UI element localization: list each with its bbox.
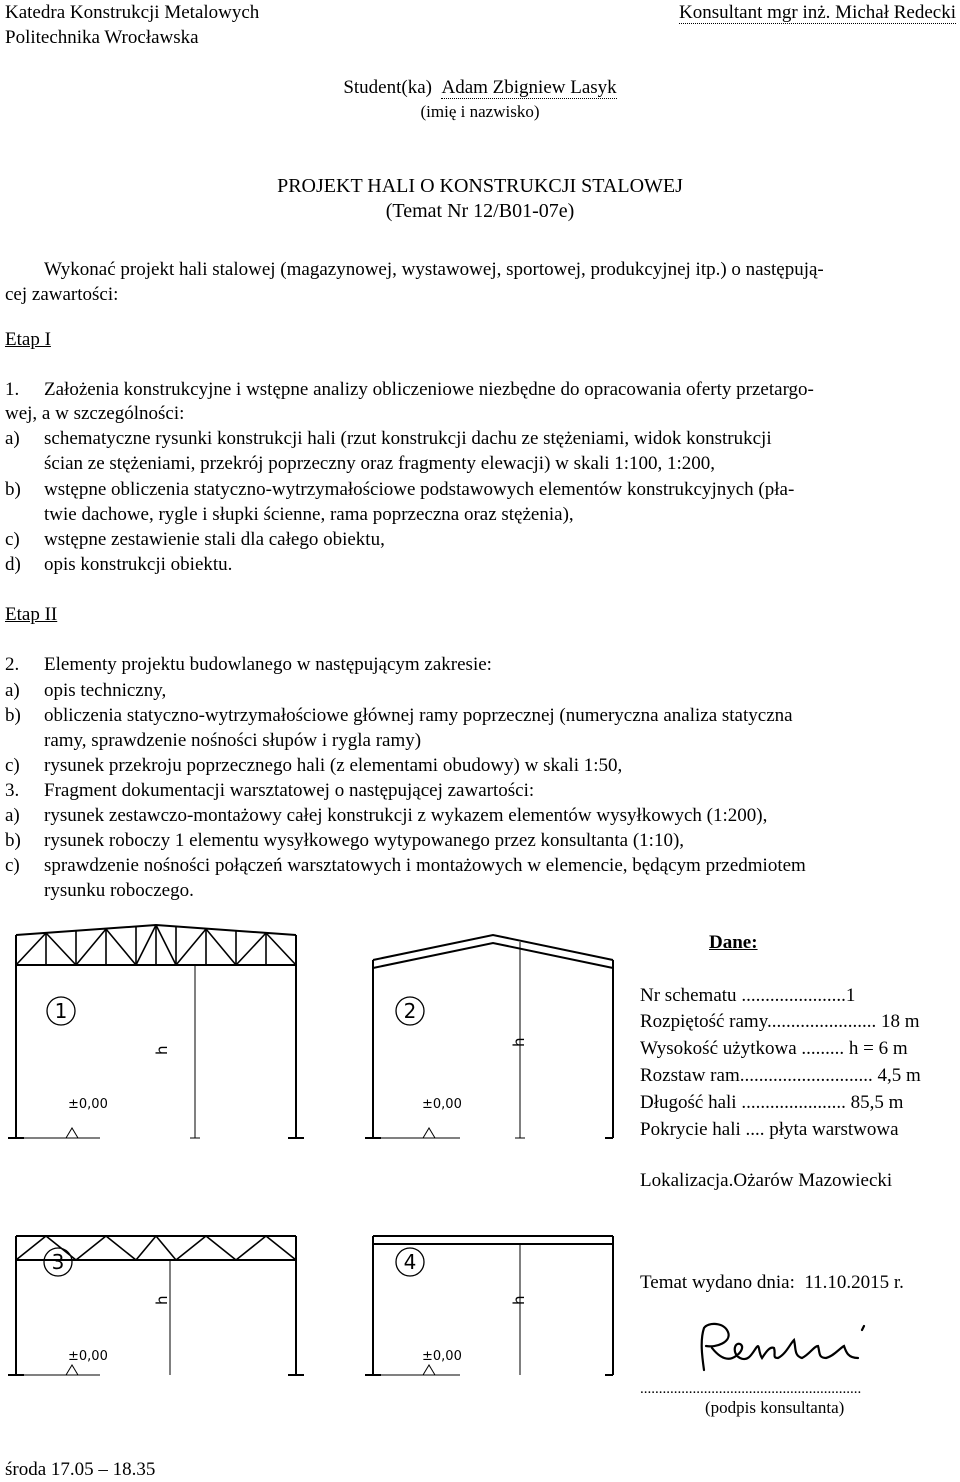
item-3c-line-2: rysunku roboczego. [44, 880, 194, 901]
item-2b-letter: b) [5, 705, 21, 726]
item-3c-letter: c) [5, 855, 20, 876]
item-1d-letter: d) [5, 554, 21, 575]
consultant-signature [690, 1318, 880, 1378]
department-header [5, 0, 259, 50]
stage-2-heading: Etap II [5, 604, 58, 625]
item-3b-line-1: rysunek roboczy 1 elementu wysyłkowego wytypowanego przez konsultanta (1:10), [44, 830, 685, 851]
item-2b-line-2: ramy, sprawdzenie nośności słupów i rygla ramy) [44, 730, 422, 751]
item-2c-line-1: rysunek przekroju poprzecznego hali (z elementami obudowy) w skali 1:50, [44, 755, 623, 776]
item-3-line-1: Fragment dokumentacji warsztatowej o następującej zawartości: [44, 780, 535, 801]
data-dots: ............................ [739, 1065, 873, 1086]
department-name: Katedra Konstrukcji Metalowych [5, 2, 260, 23]
scheme-4-number: 4 [403, 1250, 417, 1274]
issued-date: 11.10.2015 r. [804, 1272, 904, 1293]
item-2a-letter: a) [5, 680, 20, 701]
item-3c-line-1: sprawdzenie nośności połączeń warsztatowych i montażowych w elemencie, będącym przedmiotem [44, 855, 806, 876]
item-1-line-1: Założenia konstrukcyjne i wstępne analizy obliczeniowe niezbędne do opracowania oferty przetargo- [44, 379, 814, 400]
student-name: Adam Zbigniew Lasyk [441, 77, 617, 98]
scheme-4-level-label: ±0,00 [422, 1349, 462, 1364]
item-3b-letter: b) [5, 830, 21, 851]
item-1-number: 1. [5, 379, 20, 400]
scheme-3-number: 3 [51, 1250, 65, 1274]
scheme-2-level-label: ±0,00 [422, 1097, 462, 1112]
stage-1-heading: Etap I [5, 329, 51, 350]
item-1a-line-1: schematyczne rysunki konstrukcji hali (rzut konstrukcji dachu ze stężeniami, widok konstrukcji [44, 428, 772, 449]
intro-line-1: Wykonać projekt hali stalowej (magazynowej, wystawowej, sportowej, produkcyjnej itp.) o następują- [44, 259, 824, 280]
data-label: Wysokość użytkowa [640, 1038, 802, 1059]
university-name: Politechnika Wrocławska [5, 27, 199, 48]
scheme-2-height-label: h [510, 1037, 528, 1047]
data-value: płyta warstwowa [764, 1119, 899, 1140]
item-1-line-2: wej, a w szczególności: [5, 403, 185, 424]
item-3-number: 3. [5, 780, 20, 801]
data-value: 85,5 m [845, 1092, 904, 1113]
item-1b-line-1: wstępne obliczenia statyczno-wytrzymałościowe podstawowych elementów konstrukcyjnych (pła- [44, 479, 795, 500]
data-dots: ...................... [741, 985, 846, 1006]
data-row-span [640, 1009, 948, 1034]
data-label: Długość hali [640, 1092, 742, 1113]
consultant-name: Konsultant mgr inż. Michał Redecki [678, 2, 956, 23]
data-value: 1 [845, 985, 856, 1006]
student-line [0, 75, 960, 100]
scheme-1-level-label: ±0,00 [68, 1097, 108, 1112]
topic-number: (Temat Nr 12/B01-07e) [385, 200, 575, 222]
data-row-cladding [640, 1117, 948, 1142]
issued-label: Temat wydano dnia: [640, 1272, 795, 1293]
signature-caption: (podpis konsultanta) [705, 1398, 845, 1417]
project-title: PROJEKT HALI O KONSTRUKCJI STALOWEJ [277, 175, 683, 197]
scheme-4-frame [365, 1236, 613, 1375]
data-label: Rozpiętość ramy [640, 1011, 767, 1032]
issued-row [640, 1270, 948, 1295]
student-label: Student(ka) [343, 77, 432, 98]
item-1d-line-1: opis konstrukcji obiektu. [44, 554, 233, 575]
item-1b-line-2: twie dachowe, rygle i słupki ścienne, rama poprzeczna oraz stężenia), [44, 504, 574, 525]
item-3a-line-1: rysunek zestawczo-montażowy całej konstrukcji z wykazem elementów wysyłkowych (1:200), [44, 805, 768, 826]
data-row-height [640, 1036, 948, 1061]
scheme-1-height-label: h [153, 1045, 171, 1055]
scheme-1-frame [8, 925, 304, 1138]
item-1a-letter: a) [5, 428, 20, 449]
item-3a-letter: a) [5, 805, 20, 826]
data-value: h = 6 m [844, 1038, 908, 1059]
data-row-length [640, 1090, 948, 1115]
data-value: 4,5 m [872, 1065, 921, 1086]
data-label: Nr schematu [640, 985, 742, 1006]
frame-schemes-drawing [0, 920, 620, 1460]
item-2b-line-1: obliczenia statyczno-wytrzymałościowe głównej ramy poprzecznej (numeryczna analiza statyczna [44, 705, 793, 726]
data-value: 18 m [876, 1011, 920, 1032]
item-1a-line-2: ścian ze stężeniami, przekrój poprzeczny oraz fragmenty elewacji) w skali 1:100, 1:200, [44, 453, 716, 474]
consultant-header [679, 0, 956, 25]
data-dots: ......... [801, 1038, 845, 1059]
data-heading: Dane: [709, 932, 758, 953]
item-2c-letter: c) [5, 755, 20, 776]
scheme-3-height-label: h [153, 1295, 171, 1305]
scheme-1-number: 1 [54, 999, 68, 1023]
data-label: Pokrycie hali [640, 1119, 746, 1140]
data-dots: .... [745, 1119, 765, 1140]
location-label: Lokalizacja. [640, 1170, 734, 1191]
scheme-4-height-label: h [510, 1295, 528, 1305]
location-value: Ożarów Mazowiecki [733, 1170, 893, 1191]
scheme-3-level-label: ±0,00 [68, 1349, 108, 1364]
student-caption: (imię i nazwisko) [420, 102, 540, 121]
footer-schedule: środa 17.05 – 18.35 [5, 1459, 156, 1480]
item-2a-line-1: opis techniczny, [44, 680, 167, 701]
signature-dots: ........................................................... [640, 1381, 862, 1397]
data-row-spacing [640, 1063, 948, 1088]
data-label: Rozstaw ram [640, 1065, 740, 1086]
scheme-2-number: 2 [403, 999, 417, 1023]
item-2-line-1: Elementy projektu budowlanego w następującym zakresie: [44, 654, 492, 675]
data-dots: ....................... [766, 1011, 877, 1032]
item-1c-line-1: wstępne zestawienie stali dla całego obiektu, [44, 529, 385, 550]
scheme-2-frame [365, 935, 613, 1138]
intro-line-2: cej zawartości: [5, 284, 119, 305]
item-2-number: 2. [5, 654, 20, 675]
item-1c-letter: c) [5, 529, 20, 550]
data-dots: ...................... [741, 1092, 846, 1113]
location-row [640, 1168, 948, 1193]
item-1b-letter: b) [5, 479, 21, 500]
data-row-scheme [640, 983, 948, 1008]
